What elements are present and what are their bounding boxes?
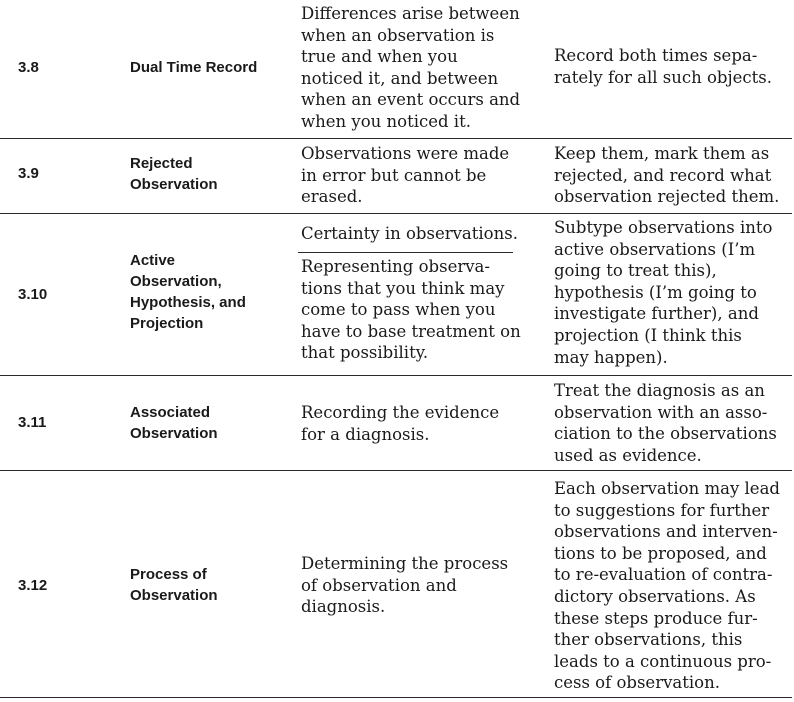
row-divider [0,138,792,139]
pattern-solution: Record both times sepa- rately for all such objects. [554,46,772,87]
pattern-name: Rejected Observation [130,155,218,193]
row-divider [0,375,792,376]
pattern-number: 3.9 [18,165,39,182]
pattern-number: 3.11 [18,414,47,431]
pattern-number: 3.10 [18,286,48,303]
cell-divider [298,252,513,253]
row-divider [0,697,792,698]
pattern-solution: Each observation may lead to suggestions for further observations and interven- tions to be proposed, and to re-evaluation of contra- dictory observations. As these steps produce fur- ther observations, this leads to a continuous pro- cess of observation. [554,479,780,693]
pattern-problem: Observations were made in error but cannot be erased. [301,144,510,207]
pattern-problem: Recording the evidence for a diagnosis. [301,403,500,444]
pattern-name: Process of Observation [130,566,218,604]
pattern-number: 3.8 [18,59,39,76]
pattern-problem-certainty: Certainty in observations. [301,224,518,243]
row-divider [0,213,792,214]
pattern-solution: Treat the diagnosis as an observation with an asso- ciation to the observations used as evidence. [554,381,777,465]
pattern-name: Dual Time Record [130,59,258,76]
pattern-number: 3.12 [18,577,48,594]
pattern-name: Associated Observation [130,404,218,442]
row-divider [0,470,792,471]
pattern-solution: Subtype observations into active observations (I’m going to treat this), hypothesis (I’m going to investigate further), and projection (I think this may happen). [554,218,773,367]
pattern-problem-projection: Representing observa- tions that you think may come to pass when you have to base treatment on that possibility. [301,257,521,363]
pattern-problem: Differences arise between when an observation is true and when you noticed it, and between when an event occurs and when you noticed it. [301,4,521,131]
pattern-problem: Determining the process of observation and diagnosis. [301,554,509,617]
pattern-name: Active Observation, Hypothesis, and Projection [130,252,246,332]
pattern-solution: Keep them, mark them as rejected, and record what observation rejected them. [554,144,780,207]
